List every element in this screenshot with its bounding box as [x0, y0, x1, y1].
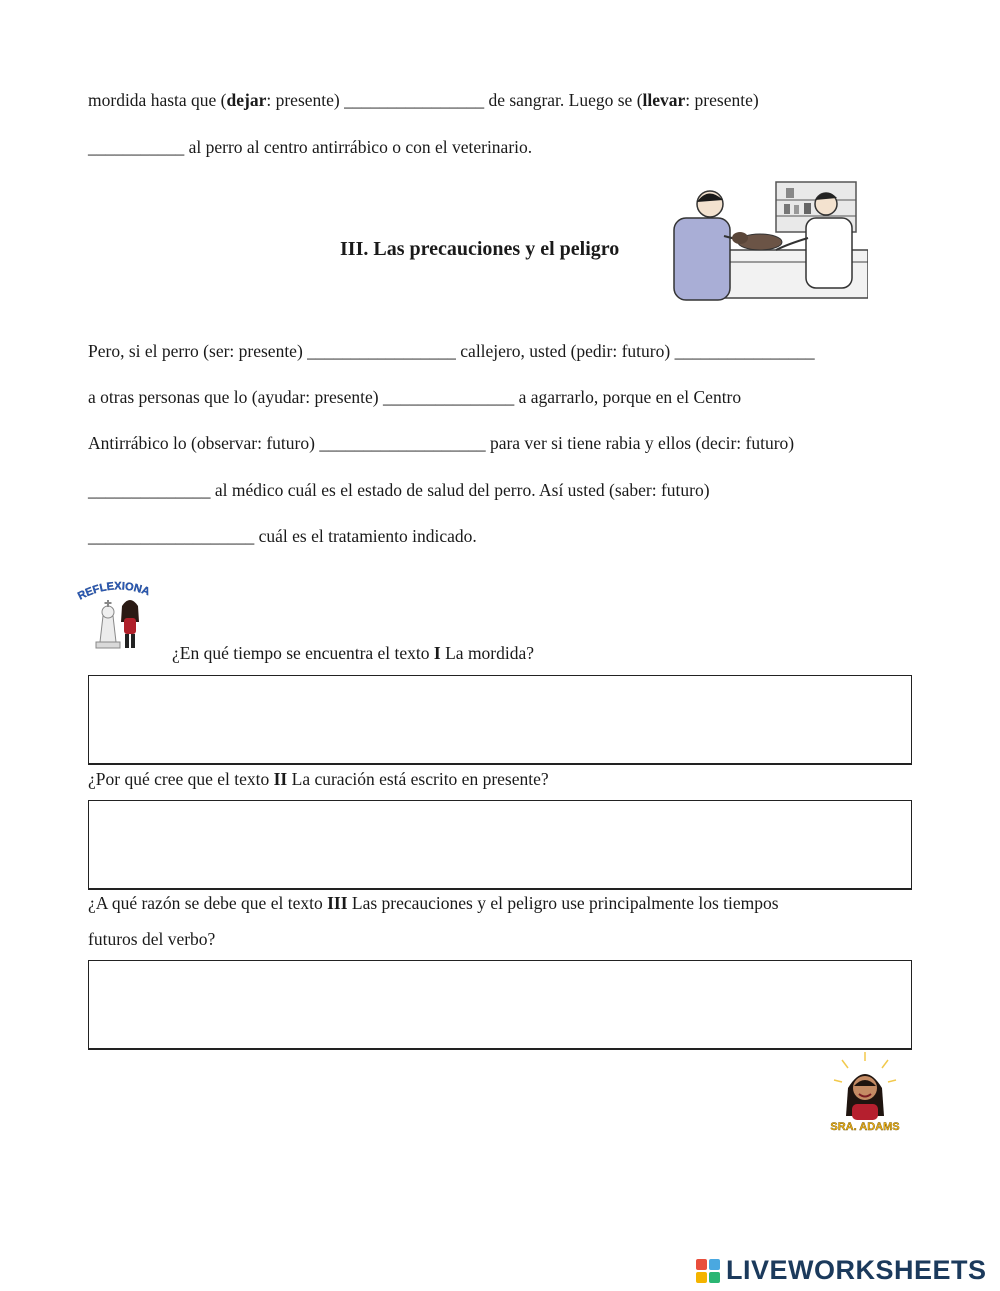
blank-dejar[interactable]: ________________	[344, 90, 485, 110]
mark-square-i	[709, 1259, 720, 1270]
text-label-I: I	[433, 643, 441, 663]
answer-box-2[interactable]	[88, 800, 912, 890]
text-fragment: : presente)	[685, 90, 759, 110]
section3-line-2	[88, 386, 741, 408]
text-fragment: para ver si tiene rabia y ellos (decir: futuro)	[485, 433, 795, 453]
text-fragment: Antirrábico lo (observar: futuro)	[88, 433, 320, 453]
text-fragment: al perro al centro antirrábico o con el veterinario.	[184, 137, 533, 157]
sra-adams-avatar	[820, 1052, 910, 1136]
verb-llevar: llevar	[642, 90, 686, 110]
text-fragment: La mordida?	[440, 643, 535, 663]
section3-line-1	[88, 340, 815, 362]
section2-line-1	[88, 89, 759, 111]
question-3	[88, 892, 779, 914]
answer-box-1[interactable]	[88, 675, 912, 765]
reflexiona-badge-icon	[76, 578, 158, 656]
blank-observar[interactable]: ___________________	[319, 433, 486, 453]
liveworksheets-logo[interactable]	[696, 1255, 987, 1286]
sra-adams-label: SRA. ADAMS	[830, 1121, 900, 1133]
text-fragment: ¿En qué tiempo se encuentra el texto	[172, 643, 434, 663]
text-fragment: callejero, usted (pedir: futuro)	[455, 341, 675, 361]
section-heading: III. Las precauciones y el peligro	[340, 238, 620, 260]
section3-line-3	[88, 432, 794, 454]
question-2	[88, 768, 549, 790]
mark-square-l	[696, 1259, 707, 1270]
blank-decir[interactable]: ______________	[88, 480, 211, 500]
section3-line-4	[88, 479, 710, 501]
text-label-II: II	[273, 769, 288, 789]
blank-saber[interactable]: ___________________	[88, 526, 255, 546]
mark-square-v	[696, 1272, 707, 1283]
mark-square-e	[709, 1272, 720, 1283]
answer-box-3[interactable]	[88, 960, 912, 1050]
text-fragment: a otras personas que lo (ayudar: presente)	[88, 387, 383, 407]
text-fragment: al médico cuál es el estado de salud del perro. Así usted (saber: futuro)	[210, 480, 710, 500]
liveworksheets-brand: LIVEWORKSHEETS	[726, 1255, 987, 1285]
verb-dejar: dejar	[226, 90, 267, 110]
blank-pedir[interactable]: ________________	[674, 341, 815, 361]
text-fragment: a agarrarlo, porque en el Centro	[514, 387, 742, 407]
section2-line-2	[88, 136, 532, 158]
text-fragment: Las precauciones y el peligro use principalmente los tiempos	[347, 893, 779, 913]
text-fragment: La curación está escrito en presente?	[287, 769, 549, 789]
text-fragment: ¿Por qué cree que el texto	[88, 769, 274, 789]
text-fragment: ¿A qué razón se debe que el texto	[88, 893, 328, 913]
doctor-consultation-illustration	[668, 178, 868, 302]
question-3-continued: futuros del verbo?	[88, 929, 216, 949]
section3-line-5	[88, 525, 477, 547]
text-label-III: III	[327, 893, 348, 913]
text-fragment: Pero, si el perro (ser: presente)	[88, 341, 308, 361]
blank-ser[interactable]: _________________	[307, 341, 456, 361]
blank-llevar[interactable]: ___________	[88, 137, 185, 157]
svg-text:REFLEXIONA	[76, 580, 151, 602]
text-fragment: : presente)	[266, 90, 345, 110]
text-fragment: mordida hasta que (	[88, 90, 227, 110]
text-fragment: cuál es el tratamiento indicado.	[254, 526, 477, 546]
blank-ayudar[interactable]: _______________	[382, 387, 515, 407]
liveworksheets-mark-icon	[696, 1259, 720, 1283]
text-fragment: de sangrar. Luego se (	[484, 90, 643, 110]
question-1	[172, 642, 534, 664]
reflexiona-label: REFLEXIONA	[76, 580, 152, 603]
